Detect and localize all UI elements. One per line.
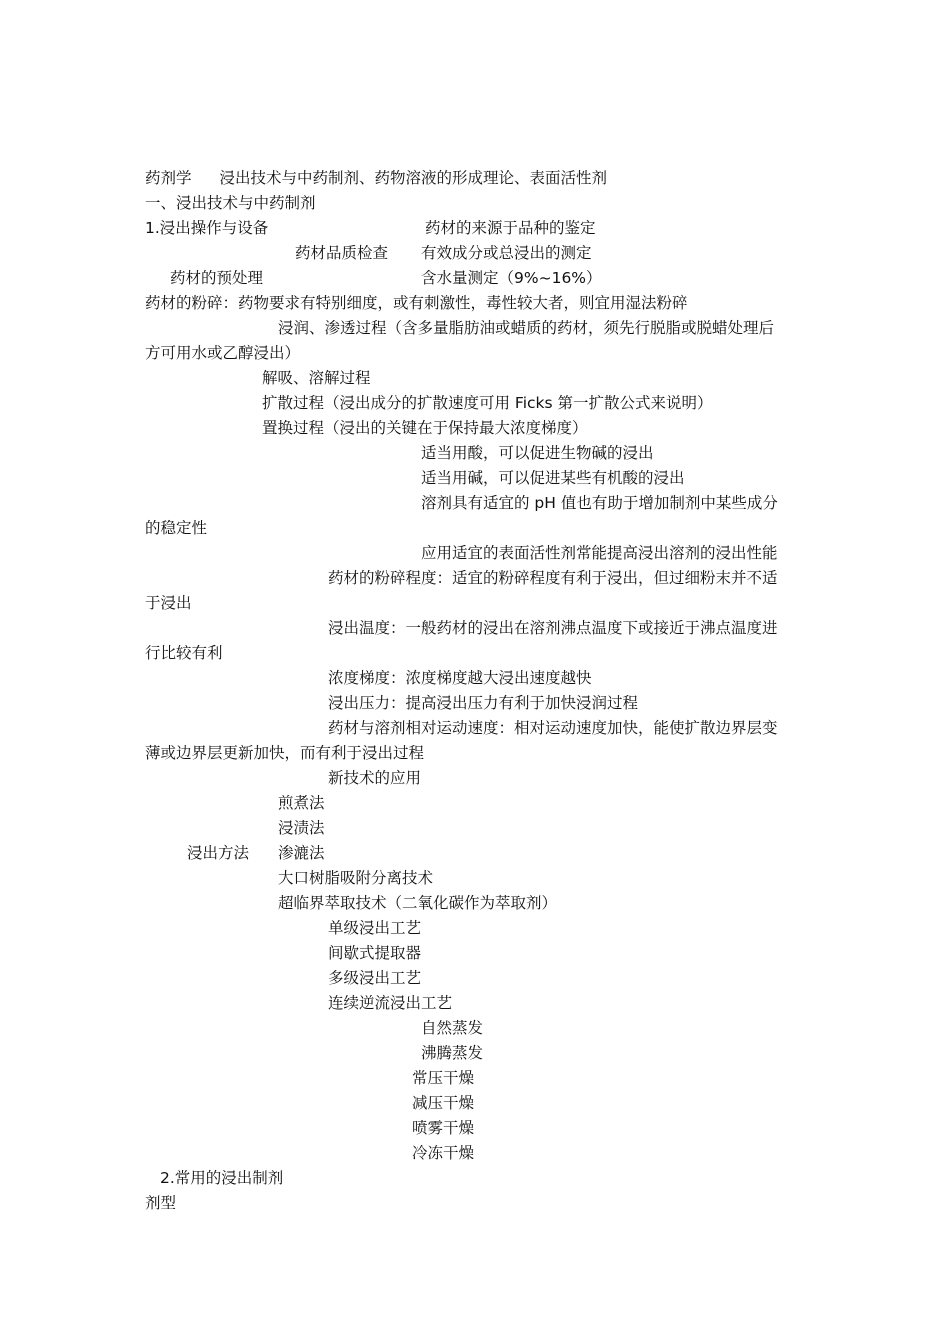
text-line: 置换过程（浸出的关键在于保持最大浓度梯度）	[262, 419, 588, 437]
text-line: 药材的粉碎程度：适宜的粉碎程度有利于浸出，但过细粉末并不适	[328, 569, 778, 587]
text-line: 适当用碱，可以促进某些有机酸的浸出	[421, 469, 685, 487]
text-line: 有效成分或总浸出的测定	[421, 244, 592, 262]
text-line: 药材品质检查	[295, 244, 389, 262]
text-line: 浸润、渗透过程（含多量脂肪油或蜡质的药材，须先行脱脂或脱蜡处理后	[278, 319, 775, 337]
text-line: 间歇式提取器	[328, 944, 422, 962]
text-line: 药材的粉碎：药物要求有特别细度，或有刺激性，毒性较大者，则宜用湿法粉碎	[145, 294, 688, 312]
text-line: 应用适宜的表面活性剂常能提高浸出溶剂的浸出性能	[421, 544, 778, 562]
text-line: 的稳定性	[145, 519, 208, 537]
text-line: 多级浸出工艺	[328, 969, 422, 987]
text-line: 大口树脂吸附分离技术	[278, 869, 434, 887]
text-line: 渗漉法	[278, 844, 325, 862]
text-line: 剂型	[145, 1194, 177, 1212]
text-line: 新技术的应用	[328, 769, 422, 787]
text-line: 药材与溶剂相对运动速度：相对运动速度加快，能使扩散边界层变	[328, 719, 778, 737]
text-line: 常压干燥	[412, 1069, 475, 1087]
text-line: 浸渍法	[278, 819, 325, 837]
text-line: 含水量测定（9%~16%）	[421, 269, 602, 287]
text-line: 浸出压力：提高浸出压力有利于加快浸润过程	[328, 694, 639, 712]
subject-label: 药剂学	[145, 169, 192, 187]
subsection-heading: 1.浸出操作与设备	[145, 219, 269, 237]
subsection-heading: 2.常用的浸出制剂	[160, 1169, 284, 1187]
text-line: 浸出温度：一般药材的浸出在溶剂沸点温度下或接近于沸点温度进	[328, 619, 778, 637]
text-line: 方可用水或乙醇浸出）	[145, 344, 301, 362]
text-line: 减压干燥	[412, 1094, 475, 1112]
text-line: 薄或边界层更新加快，而有利于浸出过程	[145, 744, 425, 762]
text-line: 沸腾蒸发	[421, 1044, 484, 1062]
text-line: 冷冻干燥	[412, 1144, 475, 1162]
text-line: 浓度梯度：浓度梯度越大浸出速度越快	[328, 669, 592, 687]
text-line: 溶剂具有适宜的 pH 值也有助于增加制剂中某些成分	[421, 494, 778, 512]
text-line: 药材的来源于品种的鉴定	[425, 219, 596, 237]
text-line: 超临界萃取技术（二氧化碳作为萃取剂）	[278, 894, 558, 912]
topics-label: 浸出技术与中药制剂、药物溶液的形成理论、表面活性剂	[219, 169, 608, 187]
text-line: 行比较有利	[145, 644, 223, 662]
text-line: 自然蒸发	[421, 1019, 484, 1037]
text-line: 适当用酸，可以促进生物碱的浸出	[421, 444, 654, 462]
text-line: 扩散过程（浸出成分的扩散速度可用 Ficks 第一扩散公式来说明）	[262, 394, 713, 412]
text-line: 解吸、溶解过程	[262, 369, 371, 387]
document-header	[145, 168, 607, 188]
text-line: 浸出方法	[187, 844, 250, 862]
text-line: 喷雾干燥	[412, 1119, 475, 1137]
text-line: 煎煮法	[278, 794, 325, 812]
text-line: 于浸出	[145, 594, 192, 612]
section-heading: 一、浸出技术与中药制剂	[145, 194, 316, 212]
text-line: 连续逆流浸出工艺	[328, 994, 453, 1012]
text-line: 单级浸出工艺	[328, 919, 422, 937]
text-line: 药材的预处理	[170, 269, 264, 287]
